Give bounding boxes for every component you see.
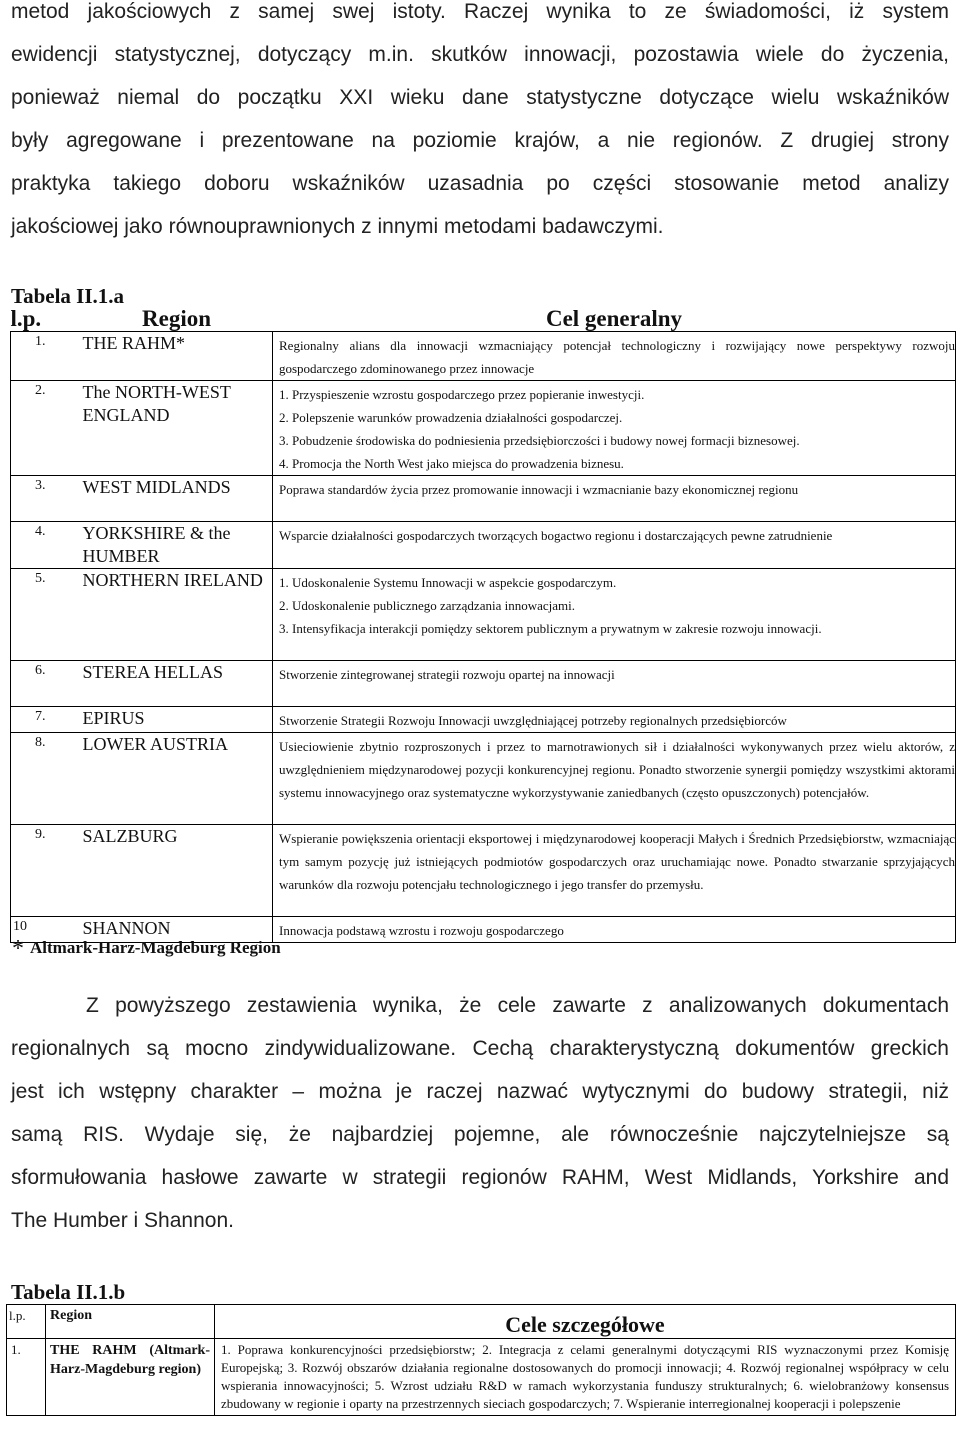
table-b — [6, 1304, 956, 1416]
row-region: NORTHERN IRELAND — [81, 569, 273, 661]
table-row — [11, 661, 956, 707]
row-goal: Poprawa standardów życia przez promowanie innowacji i wzmacnianie bazy ekonomicznej regionu — [273, 476, 956, 522]
row-number: 2. — [11, 381, 81, 476]
row-region: SHANNON — [81, 917, 273, 943]
row-goal: Stworzenie Strategii Rozwoju Innowacji uwzględniającej potrzeby regionalnych przedsiębiorców — [273, 707, 956, 733]
intro-paragraph — [11, 0, 949, 248]
text-line: Z powyższego zestawienia wynika, że cele zawarte z analizowanych dokumentach — [86, 994, 949, 1017]
text-line: były agregowane i prezentowane na poziomie krajów, a nie regionów. Z drugiej strony — [11, 129, 949, 152]
middle-paragraph — [11, 984, 949, 1242]
header-goal: Cele szczegółowe — [215, 1305, 956, 1339]
table-row — [11, 825, 956, 917]
row-region: YORKSHIRE & the HUMBER — [81, 522, 273, 569]
row-number: 9. — [11, 825, 81, 917]
table-a-caption: Tabela II.1.a — [11, 284, 125, 308]
header-region: Region — [46, 1305, 215, 1339]
text-line: metod jakościowych z samej swej istoty. Raczej wynika to ze świadomości, iż system — [11, 0, 949, 23]
row-number: 4. — [11, 522, 81, 569]
row-goal: Regionalny alians dla innowacji wzmacniający potencjał technologiczny i rozwijający nowe perspektywy rozwoju gospodarczego zdominowanego przez innowacje — [273, 332, 956, 381]
row-number: 1. — [11, 332, 81, 381]
row-number: 6. — [11, 661, 81, 707]
header-goal: Cel generalny — [273, 308, 956, 332]
text-line: The Humber i Shannon. — [11, 1209, 234, 1232]
row-goal: Innowacja podstawą wzrostu i rozwoju gospodarczego — [273, 917, 956, 943]
row-region: WEST MIDLANDS — [81, 476, 273, 522]
table-row — [11, 569, 956, 661]
row-goal: 1. Udoskonalenie Systemu Innowacji w aspekcie gospodarczym. 2. Udoskonalenie publicznego zarządzania innowacjami. 3. Intensyfikacja interakcji pomiędzy sektorem publicznym a prywatnym w zakresie rozwoju innowacji. — [273, 569, 956, 661]
text-line: sformułowania hasłowe zawarte w strategii regionów RAHM, West Midlands, Yorkshire and — [11, 1166, 949, 1189]
row-region: THE RAHM (Altmark-Harz-Magdeburg region) — [46, 1339, 215, 1416]
footnote-text: Altmark-Harz-Magdeburg Region — [30, 938, 281, 957]
row-region: STEREA HELLAS — [81, 661, 273, 707]
row-goal: Wspieranie powiększenia orientacji eksportowej i międzynarodowej kooperacji Małych i Średnich Przedsiębiorstw, wzmacniając tym samym pozycję już istniejących podmiotów gospodarczych oraz uruchamiając nowe. Ponadto stwarzanie sprzyjających warunków dla rozwoju potencjału technologicznego i jego transfer do przemysłu. — [273, 825, 956, 917]
table-row — [11, 707, 956, 733]
row-region: SALZBURG — [81, 825, 273, 917]
row-goal: Stworzenie zintegrowanej strategii rozwoju opartej na innowacji — [273, 661, 956, 707]
row-number: 5. — [11, 569, 81, 661]
row-goal: 1. Poprawa konkurencyjności przedsiębiorstw; 2. Integracja z celami generalnymi dotyczącymi RIS wyznaczonymi przez Komisję Europejską; 3. Rozwój obszarów działania regionalne dostosowanych do promocji innowacji; 4. Rozwój regionalnej współpracy w celu wspierania innowacyjności; 5. Wzrost udziału R&D w ramach wykorzystania funduszy strukturalnych; 6. wielobranżowy konsensus zbudowany w regionie i oparty na przestrzennych sieciach gospodarczych; 7. Wspieranie interregionalnej kooperacji i polepszenie — [215, 1339, 956, 1416]
table-row — [11, 332, 956, 381]
table-row — [7, 1339, 956, 1416]
row-number: 10 — [11, 917, 81, 943]
header-lp: l.p. — [11, 308, 81, 332]
table-row — [11, 733, 956, 825]
row-number: 1. — [7, 1339, 46, 1416]
table-row — [11, 381, 956, 476]
text-line: ponieważ niemal do początku XXI wieku dane statystyczne dotyczące wielu wskaźników — [11, 86, 949, 109]
table-a — [10, 308, 956, 943]
footnote — [12, 936, 281, 963]
row-region: The NORTH-WEST ENGLAND — [81, 381, 273, 476]
header-lp: l.p. — [7, 1305, 46, 1339]
table-header-row — [7, 1305, 956, 1339]
row-goal: 1. Przyspieszenie wzrostu gospodarczego przez popieranie inwestycji. 2. Polepszenie warunków prowadzenia działalności gospodarczej. 3. Pobudzenie środowiska do podniesienia przedsiębiorczości i budowy nowej formacji biznesowej. 4. Promocja the North West jako miejsca do prowadzenia biznesu. — [273, 381, 956, 476]
text-line: ewidencji statystycznej, dotyczący m.in. skutków innowacji, pozostawia wiele do życzenia, — [11, 43, 949, 66]
table-b-caption: Tabela II.1.b — [11, 1280, 126, 1304]
row-number: 7. — [11, 707, 81, 733]
row-number: 3. — [11, 476, 81, 522]
table-row — [11, 476, 956, 522]
text-line: jakościowej jako równouprawnionych z innymi metodami badawczymi. — [11, 215, 664, 238]
text-line: samą RIS. Wydaje się, że najbardziej pojemne, ale równocześnie najczytelniejsze są — [11, 1123, 949, 1146]
table-row — [11, 522, 956, 569]
text-line: jest ich wstępny charakter – można je raczej nazwać wytycznymi do budowy strategii, niż — [11, 1080, 949, 1103]
row-goal: Wsparcie działalności gospodarczych tworzących bogactwo regionu i dostarczających pewne zatrudnienie — [273, 522, 956, 569]
row-region: LOWER AUSTRIA — [81, 733, 273, 825]
row-goal: Usieciowienie zbytnio rozproszonych i przez to marnotrawionych sił i działalności wykonywanych przez wielu aktorów, z uwzględnieniem międzynarodowej pozycji konkurencyjnej regionu. Ponadto stworzenie synergii pomiędzy wszystkimi aktorami systemu innowacyjnego oraz systematyczne wykorzystywanie zaniedbanych (często opuszczonych) potencjałów. — [273, 733, 956, 825]
row-region: EPIRUS — [81, 707, 273, 733]
footnote-star: * — [12, 936, 24, 962]
row-region: THE RAHM* — [81, 332, 273, 381]
text-line: regionalnych są mocno zindywidualizowane. Cechą charakterystyczną dokumentów greckich — [11, 1037, 949, 1060]
row-number: 8. — [11, 733, 81, 825]
header-region: Region — [81, 308, 273, 332]
table-header-row — [11, 308, 956, 332]
text-line: praktyka takiego doboru wskaźników uzasadnia po części stosowanie metod analizy — [11, 172, 949, 195]
